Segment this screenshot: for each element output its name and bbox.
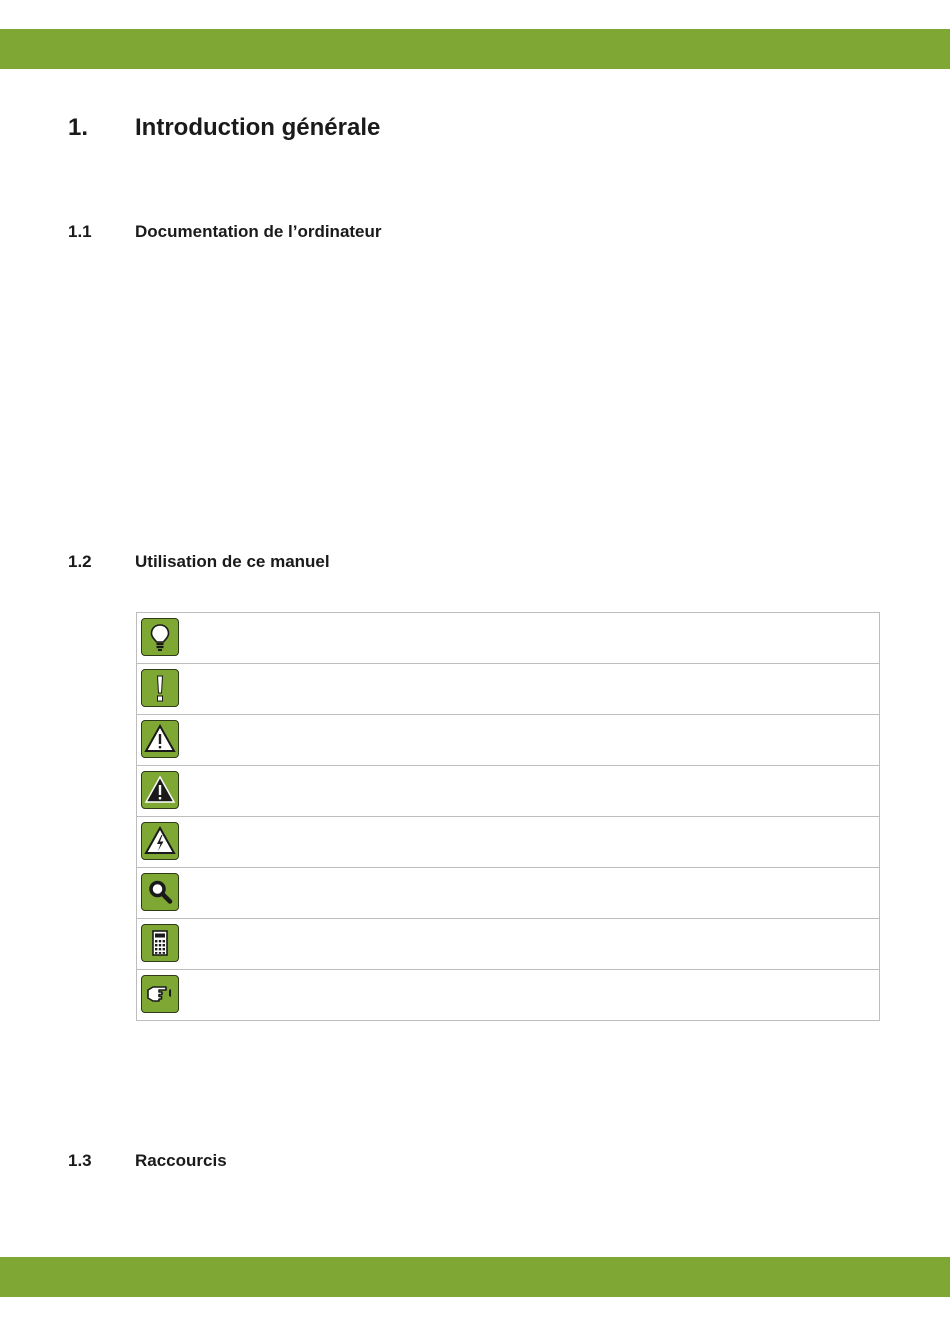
chapter-number: 1. xyxy=(68,114,89,141)
legend-row xyxy=(137,765,879,816)
legend-row xyxy=(137,867,879,918)
lightbulb-icon xyxy=(141,618,179,656)
legend-row xyxy=(137,816,879,867)
section-number: 1.2 xyxy=(68,552,92,571)
legend-row xyxy=(137,663,879,714)
icon-legend-table xyxy=(136,612,880,1021)
magnifier-icon xyxy=(141,873,179,911)
legend-row xyxy=(137,918,879,969)
warning-outline-icon xyxy=(141,720,179,758)
header-band xyxy=(0,29,950,69)
pointing-hand-icon xyxy=(141,975,179,1013)
calculator-icon xyxy=(141,924,179,962)
section-title: Utilisation de ce manuel xyxy=(135,552,330,571)
legend-row xyxy=(137,714,879,765)
footer-band xyxy=(0,1257,950,1297)
section-title: Raccourcis xyxy=(135,1151,227,1170)
legend-row xyxy=(137,613,879,663)
legend-row xyxy=(137,969,879,1020)
section-number: 1.3 xyxy=(68,1151,92,1170)
warning-filled-icon xyxy=(141,771,179,809)
exclamation-icon xyxy=(141,669,179,707)
electrical-hazard-icon xyxy=(141,822,179,860)
section-number: 1.1 xyxy=(68,222,92,241)
section-title: Documentation de l’ordinateur xyxy=(135,222,382,241)
chapter-title: Introduction générale xyxy=(135,114,381,141)
